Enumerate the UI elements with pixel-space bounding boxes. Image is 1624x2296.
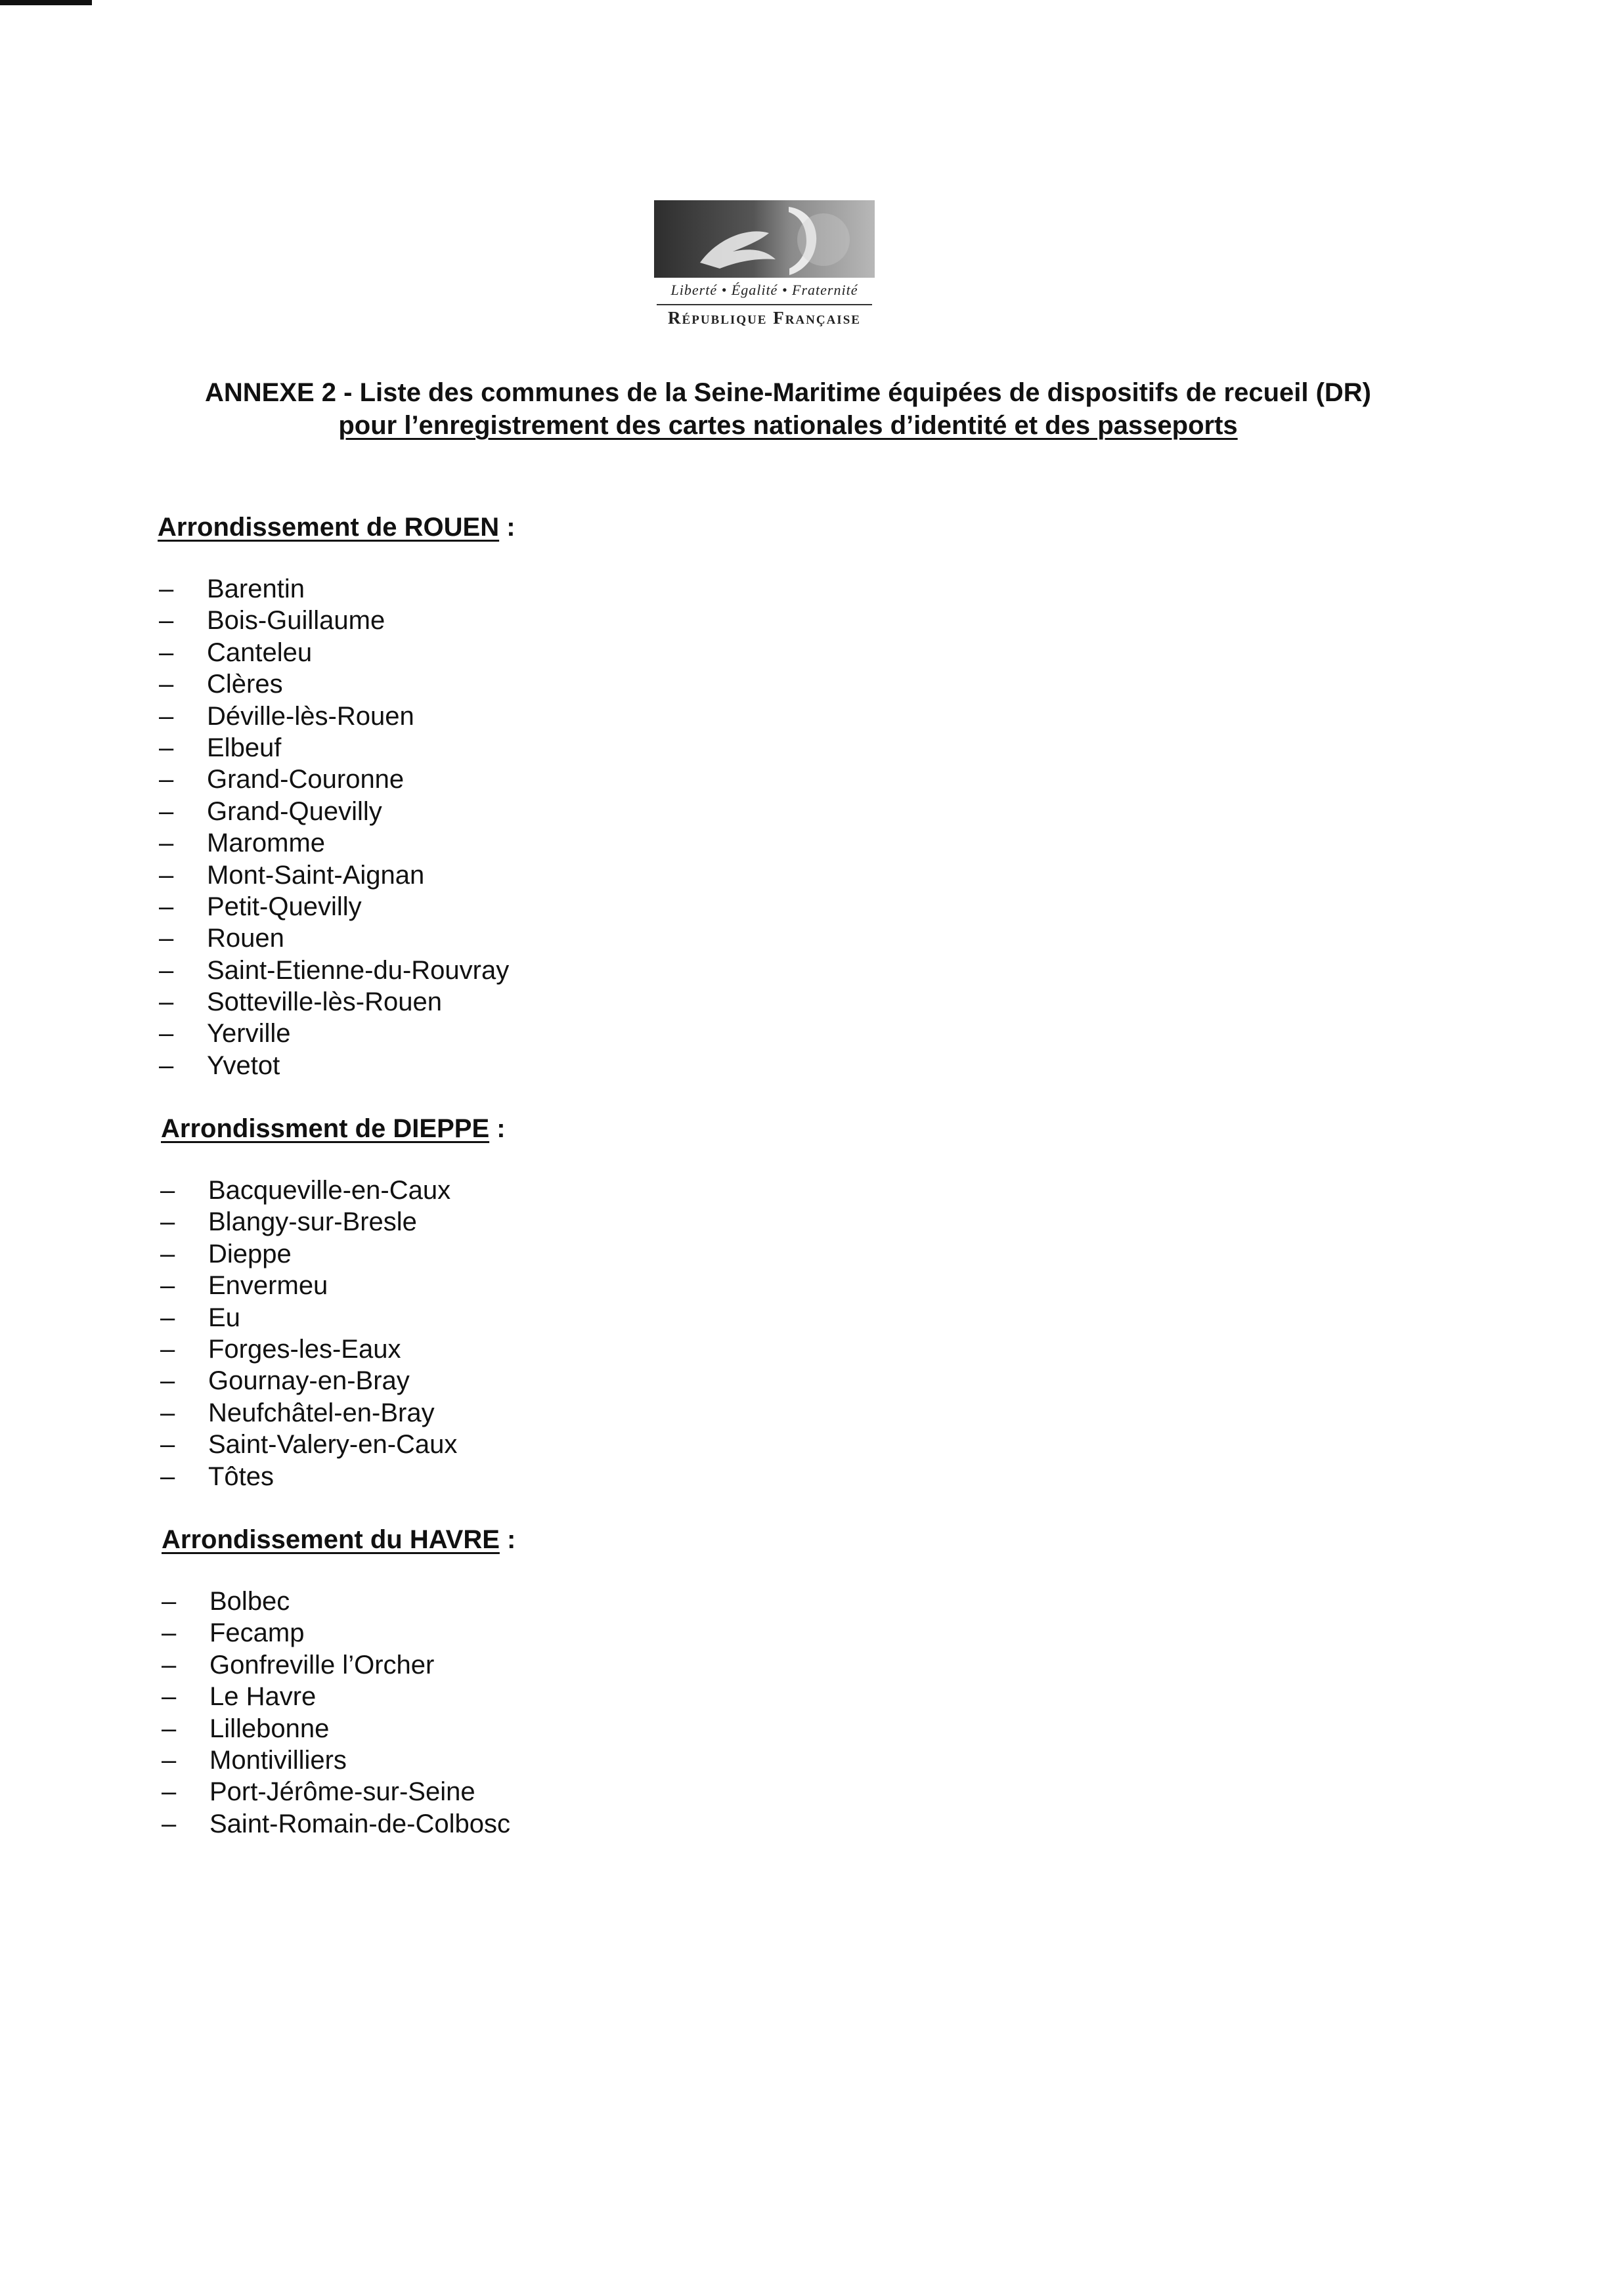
section-heading-suffix: : — [489, 1114, 506, 1143]
section-heading-rouen — [158, 511, 516, 543]
list-marker: – — [159, 955, 174, 985]
section-heading-havre — [162, 1524, 516, 1555]
list-marker: – — [162, 1618, 177, 1648]
list-marker: – — [160, 1271, 175, 1301]
commune-name: Barentin — [207, 574, 305, 603]
section-heading-suffix: : — [499, 513, 516, 542]
section-heading-text: Arrondissment de DIEPPE — [161, 1114, 490, 1143]
commune-name: Eu — [208, 1303, 240, 1332]
commune-name: Petit-Quevilly — [207, 892, 362, 921]
emblem-motto: Liberté • Égalité • Fraternité — [670, 282, 858, 298]
commune-name: Blangy-sur-Bresle — [208, 1207, 417, 1237]
document-title — [167, 376, 1409, 442]
list-marker: – — [162, 1777, 177, 1807]
commune-name: Bois-Guillaume — [207, 606, 385, 636]
list-marker: – — [159, 574, 174, 603]
list-marker: – — [159, 638, 174, 667]
list-marker: – — [159, 606, 174, 636]
scan-edge-mark — [0, 0, 92, 5]
commune-name: Grand-Quevilly — [207, 796, 382, 826]
section-heading-dieppe — [161, 1113, 506, 1144]
list-marker: – — [159, 987, 174, 1017]
emblem-divider — [657, 304, 872, 305]
commune-name: Gonfreville l’Orcher — [209, 1650, 435, 1679]
list-marker: – — [160, 1207, 175, 1237]
list-marker: – — [162, 1682, 177, 1712]
commune-name: Mont-Saint-Aignan — [207, 860, 425, 890]
list-marker: – — [159, 1019, 174, 1049]
commune-name: Sotteville-lès-Rouen — [207, 987, 442, 1017]
commune-name: Tôtes — [208, 1462, 274, 1491]
commune-name: Le Havre — [209, 1682, 317, 1712]
commune-name: Grand-Couronne — [207, 765, 405, 794]
title-line-2: pour l’enregistrement des cartes nationales d’identité et des passeports — [338, 411, 1238, 440]
commune-name: Gournay-en-Bray — [208, 1366, 410, 1396]
commune-name: Saint-Valery-en-Caux — [208, 1430, 458, 1460]
list-marker: – — [159, 670, 174, 699]
commune-name: Saint-Romain-de-Colbosc — [209, 1809, 510, 1838]
commune-name: Dieppe — [208, 1239, 292, 1268]
commune-name: Maromme — [207, 829, 326, 858]
list-marker: – — [159, 860, 174, 890]
list-marker: – — [160, 1176, 175, 1205]
commune-name: Neufchâtel-en-Bray — [208, 1398, 435, 1427]
list-marker: – — [160, 1303, 175, 1332]
commune-name: Montivilliers — [209, 1745, 347, 1775]
list-marker: – — [159, 701, 174, 731]
section-heading-suffix: : — [499, 1525, 516, 1554]
list-marker: – — [160, 1462, 175, 1491]
list-marker: – — [159, 1051, 174, 1080]
list-marker: – — [160, 1430, 175, 1460]
list-marker: – — [159, 892, 174, 921]
commune-name: Bolbec — [209, 1587, 290, 1616]
list-marker: – — [159, 796, 174, 826]
commune-name: Bacqueville-en-Caux — [208, 1176, 451, 1205]
list-marker: – — [160, 1398, 175, 1427]
section-heading-text: Arrondissement de ROUEN — [158, 513, 500, 542]
commune-name: Déville-lès-Rouen — [207, 701, 414, 731]
commune-name: Envermeu — [208, 1271, 328, 1301]
list-marker: – — [159, 733, 174, 762]
list-marker: – — [162, 1745, 177, 1775]
commune-name: Clères — [207, 670, 283, 699]
section-heading-text: Arrondissement du HAVRE — [162, 1525, 500, 1554]
list-marker: – — [159, 765, 174, 794]
commune-name: Rouen — [207, 924, 284, 953]
list-marker: – — [160, 1239, 175, 1268]
republique-francaise-logo — [654, 200, 875, 335]
commune-name: Port-Jérôme-sur-Seine — [209, 1777, 475, 1807]
list-marker: – — [160, 1334, 175, 1364]
commune-name: Canteleu — [207, 638, 313, 667]
list-marker: – — [162, 1587, 177, 1616]
list-marker: – — [159, 829, 174, 858]
commune-name: Saint-Etienne-du-Rouvray — [207, 955, 510, 985]
commune-name: Elbeuf — [207, 733, 282, 762]
list-marker: – — [159, 924, 174, 953]
title-line-1: ANNEXE 2 - Liste des communes de la Seine-Maritime équipées de dispositifs de recueil (DR) — [204, 378, 1372, 407]
commune-name: Fecamp — [209, 1618, 305, 1648]
emblem-name: République Française — [668, 308, 861, 328]
list-marker: – — [162, 1809, 177, 1838]
list-marker: – — [160, 1366, 175, 1396]
commune-name: Forges-les-Eaux — [208, 1334, 401, 1364]
list-marker: – — [162, 1650, 177, 1679]
commune-name: Yvetot — [207, 1051, 280, 1080]
list-marker: – — [162, 1714, 177, 1743]
commune-name: Yerville — [207, 1019, 291, 1049]
commune-name: Lillebonne — [209, 1714, 330, 1743]
marianne-emblem-icon — [654, 200, 875, 278]
